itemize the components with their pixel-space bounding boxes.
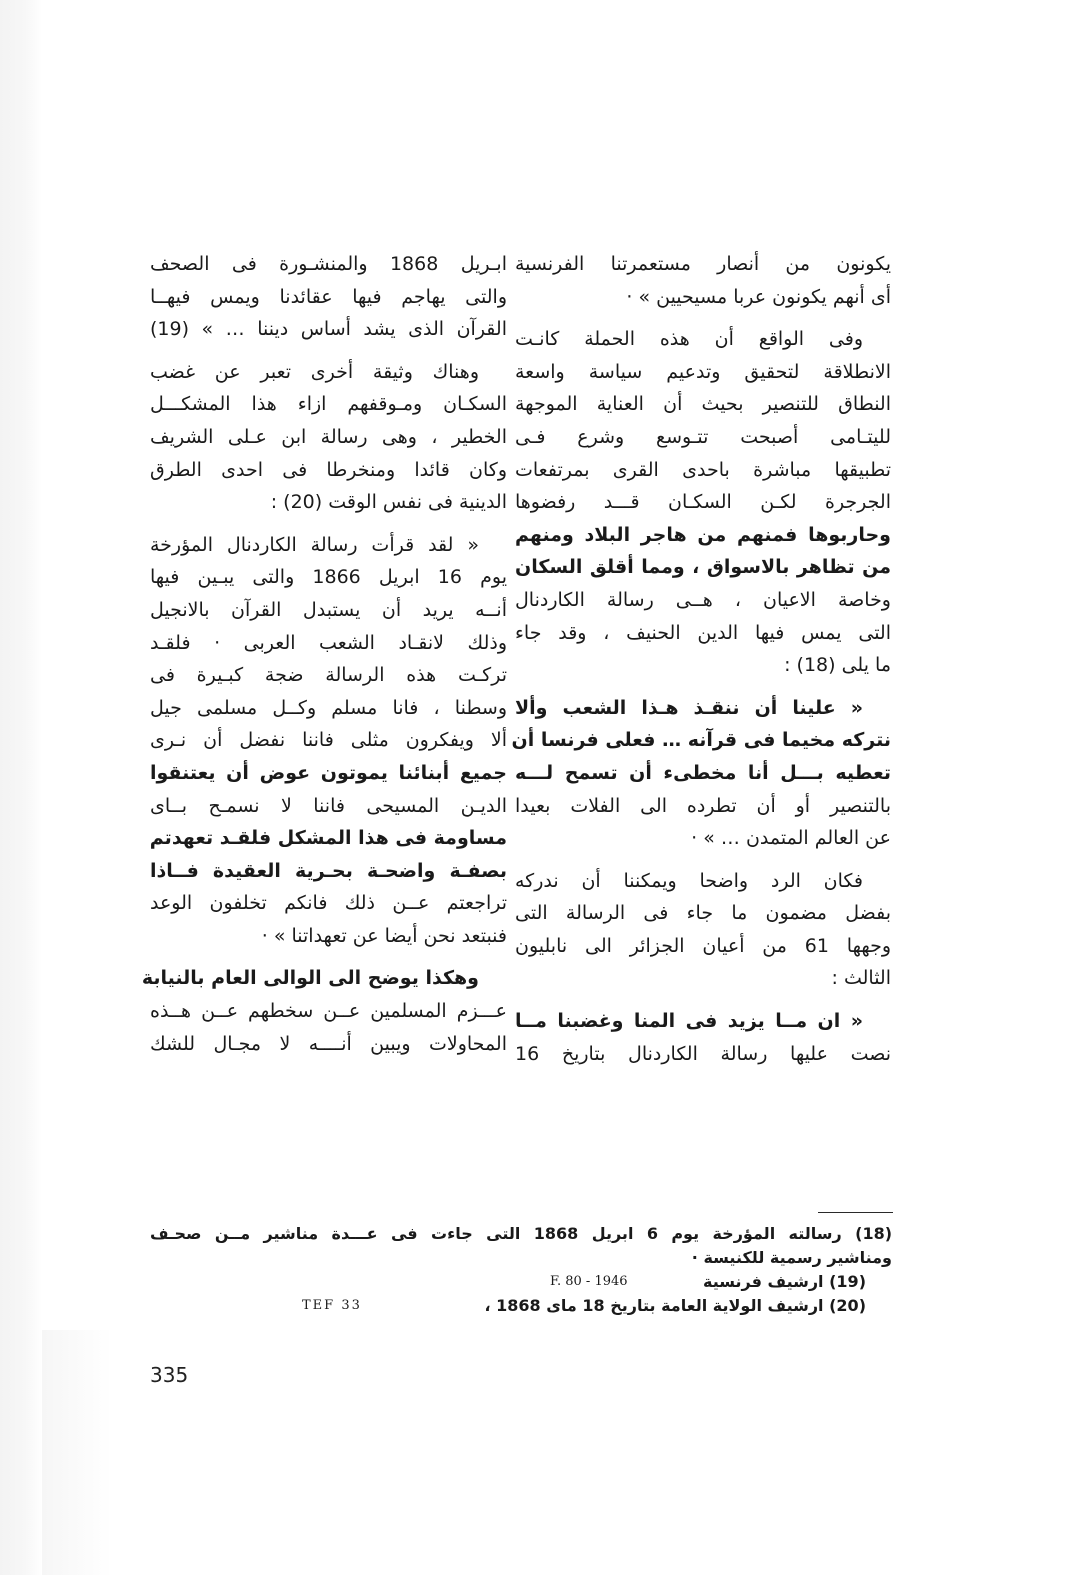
footnotes [150,1222,892,1318]
footnote-19 [150,1270,892,1294]
text-line: وجهها 61 من أعيان الجزائر الى نابليون [515,934,891,957]
text-line: النطاق للتنصير بحيث أن العناية الموجهة [515,393,891,416]
text-line: الديـن المسيحى فاننا لا نسمـح بــاى [150,794,507,817]
text-line: الثالث : [831,967,891,990]
text-line: « لقد قرأت رسالة الكاردنال المؤرخة [150,533,479,556]
text-line: يوم 16 ابريل 1866 والتى يبـين فيها [150,566,507,589]
text-line: الجرجرة لكـن السكـان قـــد رفضوها [515,491,891,514]
text-line: وكان قائدا ومنخرطا فى احدى الطرق [150,458,507,481]
text-line: تركـت هذه الرسالة ضجة كبـيرة فى [150,664,507,687]
text-line: نتركه مخيما فى قرآنه … فعلى فرنسا أن [511,729,891,752]
text-line: أنــه يريد أن يستبدل القرآن بالانجيل [150,598,507,621]
paragraph-gap [150,346,507,356]
footnote-18-line-2: ومناشير رسمية للكنيسة · [691,1248,892,1267]
text-line: المحاولات ويبين أنــــه لا مجـال للشك [150,1032,507,1055]
text-line: وخاصة الاعيان ، هــى رسالة الكاردنال [515,588,891,611]
text-line: وسطنا ، فانا مسلم وكــل مسلمى جيل [150,696,507,719]
text-line: تعطيه بـــل أنا مخطىء أن تسمح لـــه [515,761,891,784]
text-line: عن العالم المتمدن … » · [691,827,891,850]
paragraph-gap [515,313,891,323]
paragraph-gap [515,682,891,692]
text-line: « ان مــا يزيد فى المنا وغضبنا مــا [515,1010,863,1033]
footnote-20-reference: TEF 33 [302,1298,362,1313]
footnote-20 [150,1294,892,1318]
text-line: وفى الواقع أن هذه الحملة كانـت [515,328,863,351]
text-line: وهناك وثيقة أخرى تعبر عن غضب [150,360,479,383]
text-line: مساومة فى هذا المشكل فلقـد تعهدتم [149,827,507,850]
paragraph-gap [150,952,507,962]
paragraph-gap [150,519,507,529]
text-line: بصفـة واضحـة بحـرية العقيدة فــاذا [150,859,507,882]
text-line: نصت عليها رسالة الكاردنال بتاريخ 16 [515,1042,891,1065]
paragraph-gap [515,995,891,1005]
text-line: بفضل مضمون ما جاء فى الرسالة التى [515,902,891,925]
text-line: وذلك لانقـاد الشعب العربى · فلقـد [150,631,507,654]
text-line: وحاربوها فمنهم من هاجر البلاد ومنهم [515,523,891,546]
text-line: يكونون من أنصار مستعمرتنا الفرنسية [515,253,891,275]
text-line: فنبتعد نحن أيضا عن تعهداتنا » · [261,924,507,947]
text-line: تراجعتم عــن ذلك فانكم تخلفون الوعد [150,892,507,915]
text-line: الخطير ، وهى رسالة ابن عـلى الشريف [150,425,507,448]
text-line: جميع أبنائنا يموتون عوض أن يعتنقوا [150,761,507,784]
text-line: ابـريل 1868 والمنشـورة فى الصحف [150,253,508,275]
text-line: تطبيقها مباشرة باحدى القرى بمرتفعات [515,458,891,481]
text-line: لليتـامى أصبحت تتـوسع وشرع فـى [515,425,891,448]
text-line: ما يلى (18) : [784,654,891,677]
text-column-left [141,248,508,1060]
footnote-20-text: (20) ارشيف الولاية العامة بتاريخ 18 ماى 1868 ، [484,1296,866,1315]
footnote-18-line-1: (18) رسالته المؤرخة يوم 6 ابريل 1868 التى جاءت فى عـــدة مناشير مــن صحـف [150,1224,893,1243]
text-line: وهكذا يوضح الى الوالى العام بالنيابة [141,967,479,990]
text-line: القرآن الذى يشد أساس ديننا … » (19) [150,318,507,341]
text-line: والتى يهاجم فيها عقائدنا ويمس فيهــا [150,285,507,308]
text-column-right [511,248,891,1070]
text-line: فكان الرد واضحا ويمكننا أن ندركه [515,869,863,892]
footnote-19-reference: F. 80 - 1946 [550,1274,628,1289]
text-line: بالتنصير أو أن تطرده الى الفلات بعيدا [515,794,891,817]
text-line: الانطلاقة لتحقيق وتدعيم سياسة واسعة [515,360,891,383]
footnote-separator [818,1212,893,1213]
text-line: عـــزم المسلمين عــن سخطهم عــن هــذه [150,1000,507,1023]
text-line: « علينا أن ننقـذ هـذا الشعب وألا [515,696,863,719]
text-line: الدينية فى نفس الوقت (20) : [270,491,507,514]
page-number: 335 [150,1363,189,1387]
paragraph-gap [515,855,891,865]
text-line: أى أنهم يكونون عربا مسيحيين » · [626,285,891,308]
text-line: من تظاهر بالاسواق ، ومما أقلق السكان [515,556,891,579]
text-line: التى يمس فيها الدين الحنيف ، وقد جاء [515,621,891,644]
text-line: ألا ويفكرون مثلى فاننا نفضل أن نـرى [150,729,507,752]
text-line: السكـان ومـوقفهم ازاء هذا المشكـــل [150,393,507,416]
footnote-19-text: (19) ارشيف فرنسية [703,1272,866,1291]
